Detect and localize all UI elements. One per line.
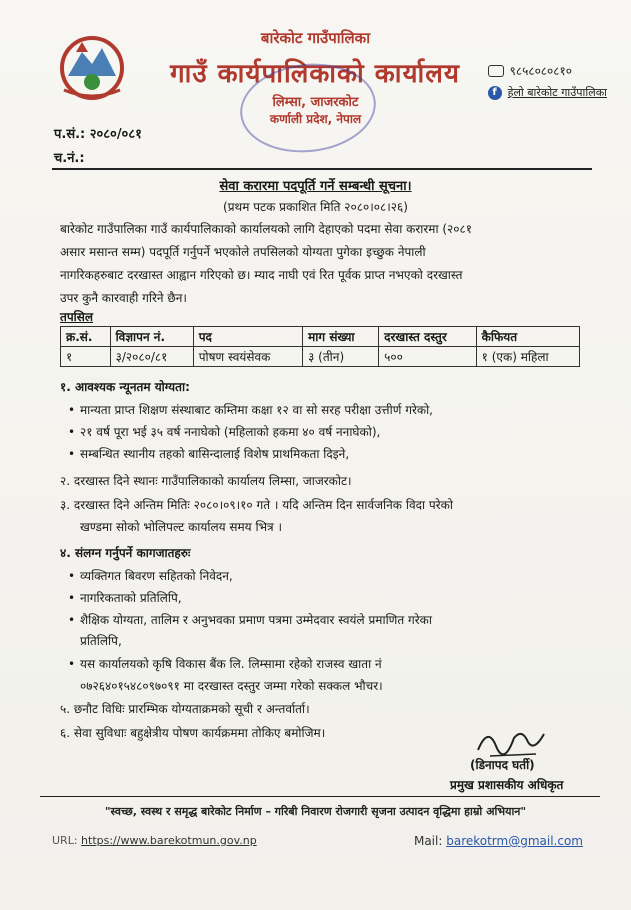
- email-contact: Mail: barekotrm@gmail.com: [413, 834, 583, 848]
- col-demand: माग संख्या: [303, 327, 379, 347]
- section-qualification-title: १. आवश्यक न्यूनतम योग्यता:: [60, 380, 190, 394]
- phone-icon: [488, 65, 504, 77]
- details-heading: तपसिल: [60, 310, 94, 324]
- section-deadline-line1: ३. दरखास्त दिने अन्तिम मितिः २०८०।०९।१० गते । यदि अन्तिम दिन सार्वजनिक विदा परेको: [60, 498, 453, 512]
- office-title: गाउँ कार्यपालिकाको कार्यालय: [170, 59, 460, 89]
- section-documents-title: ४. संलग्न गर्नुपर्ने कागजातहरुः: [60, 546, 191, 560]
- section-place: २. दरखास्त दिने स्थानः गाउँपालिकाको कार्यालय लिम्सा, जाजरकोट।: [60, 474, 352, 488]
- list-item: • व्यक्तिगत बिवरण सहितको निवेदन,: [80, 566, 580, 587]
- notice-subject: सेवा करारमा पदपूर्ति गर्ने सम्बन्धी सूचना।: [219, 179, 412, 194]
- table-row: [61, 347, 580, 367]
- col-post: पद: [193, 327, 302, 347]
- notice-paragraph: बारेकोट गाउँपालिका गाउँ कार्यपालिकाको कार्यालयको लागि देहाएको पदमा सेवा करारमा (२०८१ असार मसान्त सम्म) पदपूर्ति गर्नुपर्ने भएकोले तपसिलको योग्यता पुगेका इच्छुक नेपाली नागरिकहरुबाट दरखास्त आह्वान गरिएको छ। म्याद नाघी एवं रित पूर्वक प्राप्त नभएको दरखास्त उपर कुनै कारवाही गरिने छैन।: [60, 222, 473, 305]
- header-divider: [52, 168, 592, 170]
- list-item: • शैक्षिक योग्यता, तालिम र अनुभवका प्रमाण पत्रमा उम्मेदवार स्वयंले प्रमाणित गरेका: [80, 610, 580, 631]
- footer-divider: [40, 796, 600, 797]
- office-address: लिम्सा, जाजरकोट: [272, 95, 359, 110]
- cell-remarks: १ (एक) महिला: [476, 347, 579, 367]
- publish-date: (प्रथम पटक प्रकाशित मिति २०८०।०८।२६): [223, 200, 408, 214]
- cell-serial: १: [61, 347, 111, 367]
- email-link[interactable]: barekotrm@gmail.com: [446, 834, 583, 848]
- cell-ad-number: ३/२०८०/८१: [110, 347, 193, 367]
- section-selection: ५. छनौट विधिः प्रारम्भिक योग्यताक्रमको सूची र अन्तर्वार्ता।: [60, 702, 310, 716]
- list-item: • मान्यता प्राप्त शिक्षण संस्थाबाट कम्तिमा कक्षा १२ वा सो सरह परीक्षा उत्तीर्ण गरेको,: [80, 400, 580, 421]
- phone-number: ९८५८०८०८१०: [509, 64, 573, 78]
- list-item-continuation: ०७२६४०१५४८०९७०९१ मा दरखास्त दस्तुर जम्मा गरेको सक्कल भौचर।: [80, 679, 383, 693]
- list-item: • नागरिकताको प्रतिलिपि,: [80, 588, 580, 609]
- facebook-icon: f: [488, 86, 502, 100]
- footer-slogan: "स्वच्छ, स्वस्थ र समृद्ध बारेकोट निर्माण – गरिबी निवारण रोजगारी सृजना उत्पादन वृद्धिमा हाम्रो अभियान": [104, 805, 527, 818]
- website-link[interactable]: https://www.barekotmun.gov.np: [81, 834, 257, 847]
- office-province: कर्णाली प्रदेश, नेपाल: [269, 112, 362, 126]
- col-ad-number: विज्ञापन नं.: [110, 327, 193, 347]
- col-serial: क्र.सं.: [61, 327, 111, 347]
- website-url: URL: https://www.barekotmun.gov.np: [52, 834, 257, 847]
- contact-block: [488, 60, 607, 104]
- signatory-title: प्रमुख प्रशासकीय अधिकृत: [450, 778, 564, 792]
- list-item: • यस कार्यालयको कृषि विकास बैंक लि. लिम्सामा रहेको राजस्व खाता नं: [80, 654, 580, 675]
- col-remarks: कैफियत: [476, 327, 579, 347]
- vacancy-table: [60, 326, 580, 367]
- signatory-name: (डिनापद घर्ती): [470, 758, 535, 772]
- list-item-continuation: प्रतिलिपि,: [80, 634, 122, 648]
- municipality-name: बारेकोट गाउँपालिका: [260, 29, 371, 47]
- section-deadline-line2: खण्डमा सोको भोलिपल्ट कार्यालय समय भित्र ।: [80, 520, 282, 534]
- dispatch-number: च.नं.:: [54, 151, 85, 166]
- cell-post: पोषण स्वयंसेवक: [193, 347, 302, 367]
- list-item: • सम्बन्धित स्थानीय तहको बासिन्दालाई विशेष प्राथमिकता दिइने,: [80, 444, 580, 465]
- list-item: • २१ वर्ष पूरा भई ३५ वर्ष ननाघेको (महिलाको हकमा ४० वर्ष ननाघेको),: [80, 422, 580, 443]
- cell-fee: ५००: [379, 347, 477, 367]
- cell-demand: ३ (तीन): [303, 347, 379, 367]
- section-facilities: ६. सेवा सुविधाः बहुक्षेत्रीय पोषण कार्यक्रममा तोकिए बमोजिम।: [60, 726, 326, 740]
- reference-number: प.सं.: २०८०/०८१: [54, 127, 142, 142]
- table-header-row: [61, 327, 580, 347]
- facebook-page: हेलो बारेकोट गाउँपालिका: [507, 86, 607, 99]
- col-fee: दरखास्त दस्तुर: [379, 327, 477, 347]
